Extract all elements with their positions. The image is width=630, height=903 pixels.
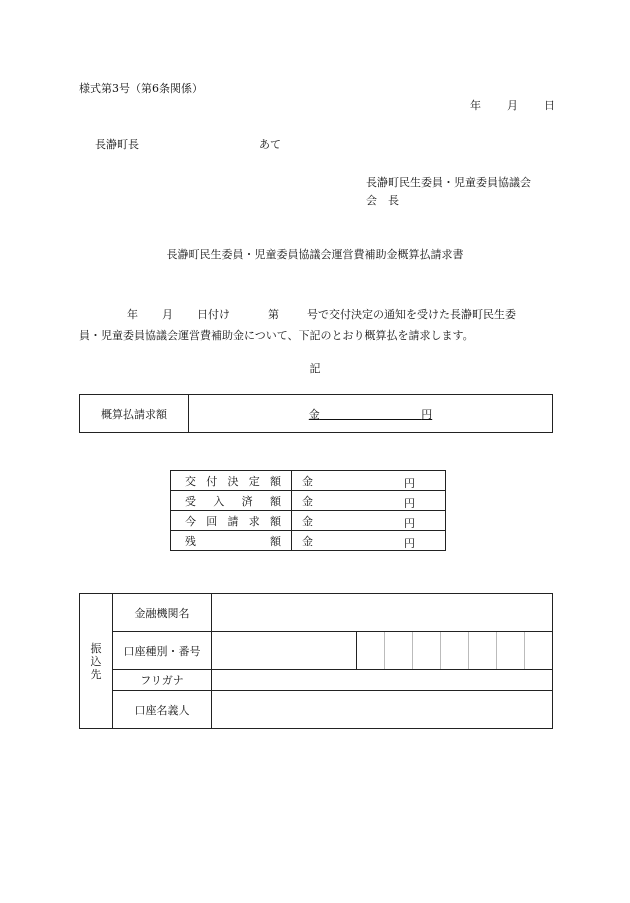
bank-holder-field[interactable] bbox=[212, 691, 553, 729]
request-amount-field[interactable] bbox=[189, 395, 553, 433]
body-number-prefix: 第 bbox=[268, 308, 279, 321]
summary-label: 交付決定額 bbox=[171, 471, 292, 491]
summary-prefix: 金 bbox=[302, 534, 313, 548]
addressee-suffix: あて bbox=[259, 138, 281, 151]
request-amount-table bbox=[79, 394, 553, 433]
request-amount-line bbox=[309, 408, 432, 421]
bank-furigana-label: フリガナ bbox=[113, 670, 212, 691]
summary-prefix: 金 bbox=[302, 494, 313, 508]
summary-value-field[interactable] bbox=[292, 471, 446, 491]
request-amount-prefix: 金 bbox=[308, 407, 320, 421]
bank-account-number-boxes bbox=[356, 632, 552, 669]
bank-institution-field[interactable] bbox=[212, 594, 553, 632]
summary-suffix: 円 bbox=[404, 537, 415, 550]
account-digit-box[interactable] bbox=[440, 632, 468, 669]
summary-suffix: 円 bbox=[404, 497, 415, 510]
account-digit-box[interactable] bbox=[496, 632, 524, 669]
summary-row bbox=[171, 511, 446, 531]
summary-suffix: 円 bbox=[404, 477, 415, 490]
date-line bbox=[470, 100, 555, 111]
date-day: 日 bbox=[544, 99, 555, 112]
bank-side-label: 振込先 bbox=[90, 641, 102, 681]
bank-account-type-field[interactable] bbox=[212, 632, 356, 669]
account-digit-box[interactable] bbox=[468, 632, 496, 669]
body-line-1 bbox=[79, 304, 555, 325]
bank-holder-label: 口座名義人 bbox=[113, 691, 212, 729]
summary-value-field[interactable] bbox=[292, 491, 446, 511]
summary-row bbox=[171, 531, 446, 551]
summary-label: 今回請求額 bbox=[171, 511, 292, 531]
account-digit-box[interactable] bbox=[356, 632, 384, 669]
account-digit-box[interactable] bbox=[384, 632, 412, 669]
summary-prefix: 金 bbox=[302, 514, 313, 528]
document-title: 長瀞町民生委員・児童委員協議会運営費補助金概算払請求書 bbox=[166, 248, 464, 261]
applicant-org: 長瀞町民生委員・児童委員協議会 bbox=[366, 176, 531, 189]
date-month: 月 bbox=[507, 99, 518, 112]
request-amount-label: 概算払請求額 bbox=[80, 395, 189, 433]
account-digit-box[interactable] bbox=[524, 632, 552, 669]
addressee: 長瀞町長 bbox=[95, 138, 139, 151]
summary-table bbox=[170, 470, 446, 551]
bank-account-field bbox=[212, 632, 553, 670]
summary-row bbox=[171, 471, 446, 491]
summary-value-field[interactable] bbox=[292, 511, 446, 531]
summary-row bbox=[171, 491, 446, 511]
ki-label: 記 bbox=[309, 362, 321, 375]
body-year: 年 bbox=[127, 308, 138, 321]
body-number-suffix: 号で交付決定の通知を受けた長瀞町民生委 bbox=[307, 308, 516, 321]
date-year: 年 bbox=[470, 99, 481, 112]
bank-account-label: 口座種別・番号 bbox=[113, 632, 212, 670]
summary-label: 残額 bbox=[171, 531, 292, 551]
bank-furigana-field[interactable] bbox=[212, 670, 553, 691]
request-amount-suffix: 円 bbox=[421, 407, 433, 421]
form-number: 様式第3号（第6条関係） bbox=[79, 82, 203, 95]
body-month: 月 bbox=[162, 308, 173, 321]
summary-label: 受入済額 bbox=[171, 491, 292, 511]
bank-table bbox=[79, 593, 553, 729]
bank-side-label-cell bbox=[80, 594, 113, 729]
summary-prefix: 金 bbox=[302, 474, 313, 488]
body-date-suffix: 日付け bbox=[197, 308, 230, 321]
bank-institution-label: 金融機関名 bbox=[113, 594, 212, 632]
summary-value-field[interactable] bbox=[292, 531, 446, 551]
body-line-2: 員・児童委員協議会運営費補助金について、下記のとおり概算払を請求します。 bbox=[79, 329, 474, 342]
body-text bbox=[79, 304, 555, 346]
summary-suffix: 円 bbox=[404, 517, 415, 530]
account-digit-box[interactable] bbox=[412, 632, 440, 669]
applicant-title: 会 長 bbox=[366, 194, 399, 207]
